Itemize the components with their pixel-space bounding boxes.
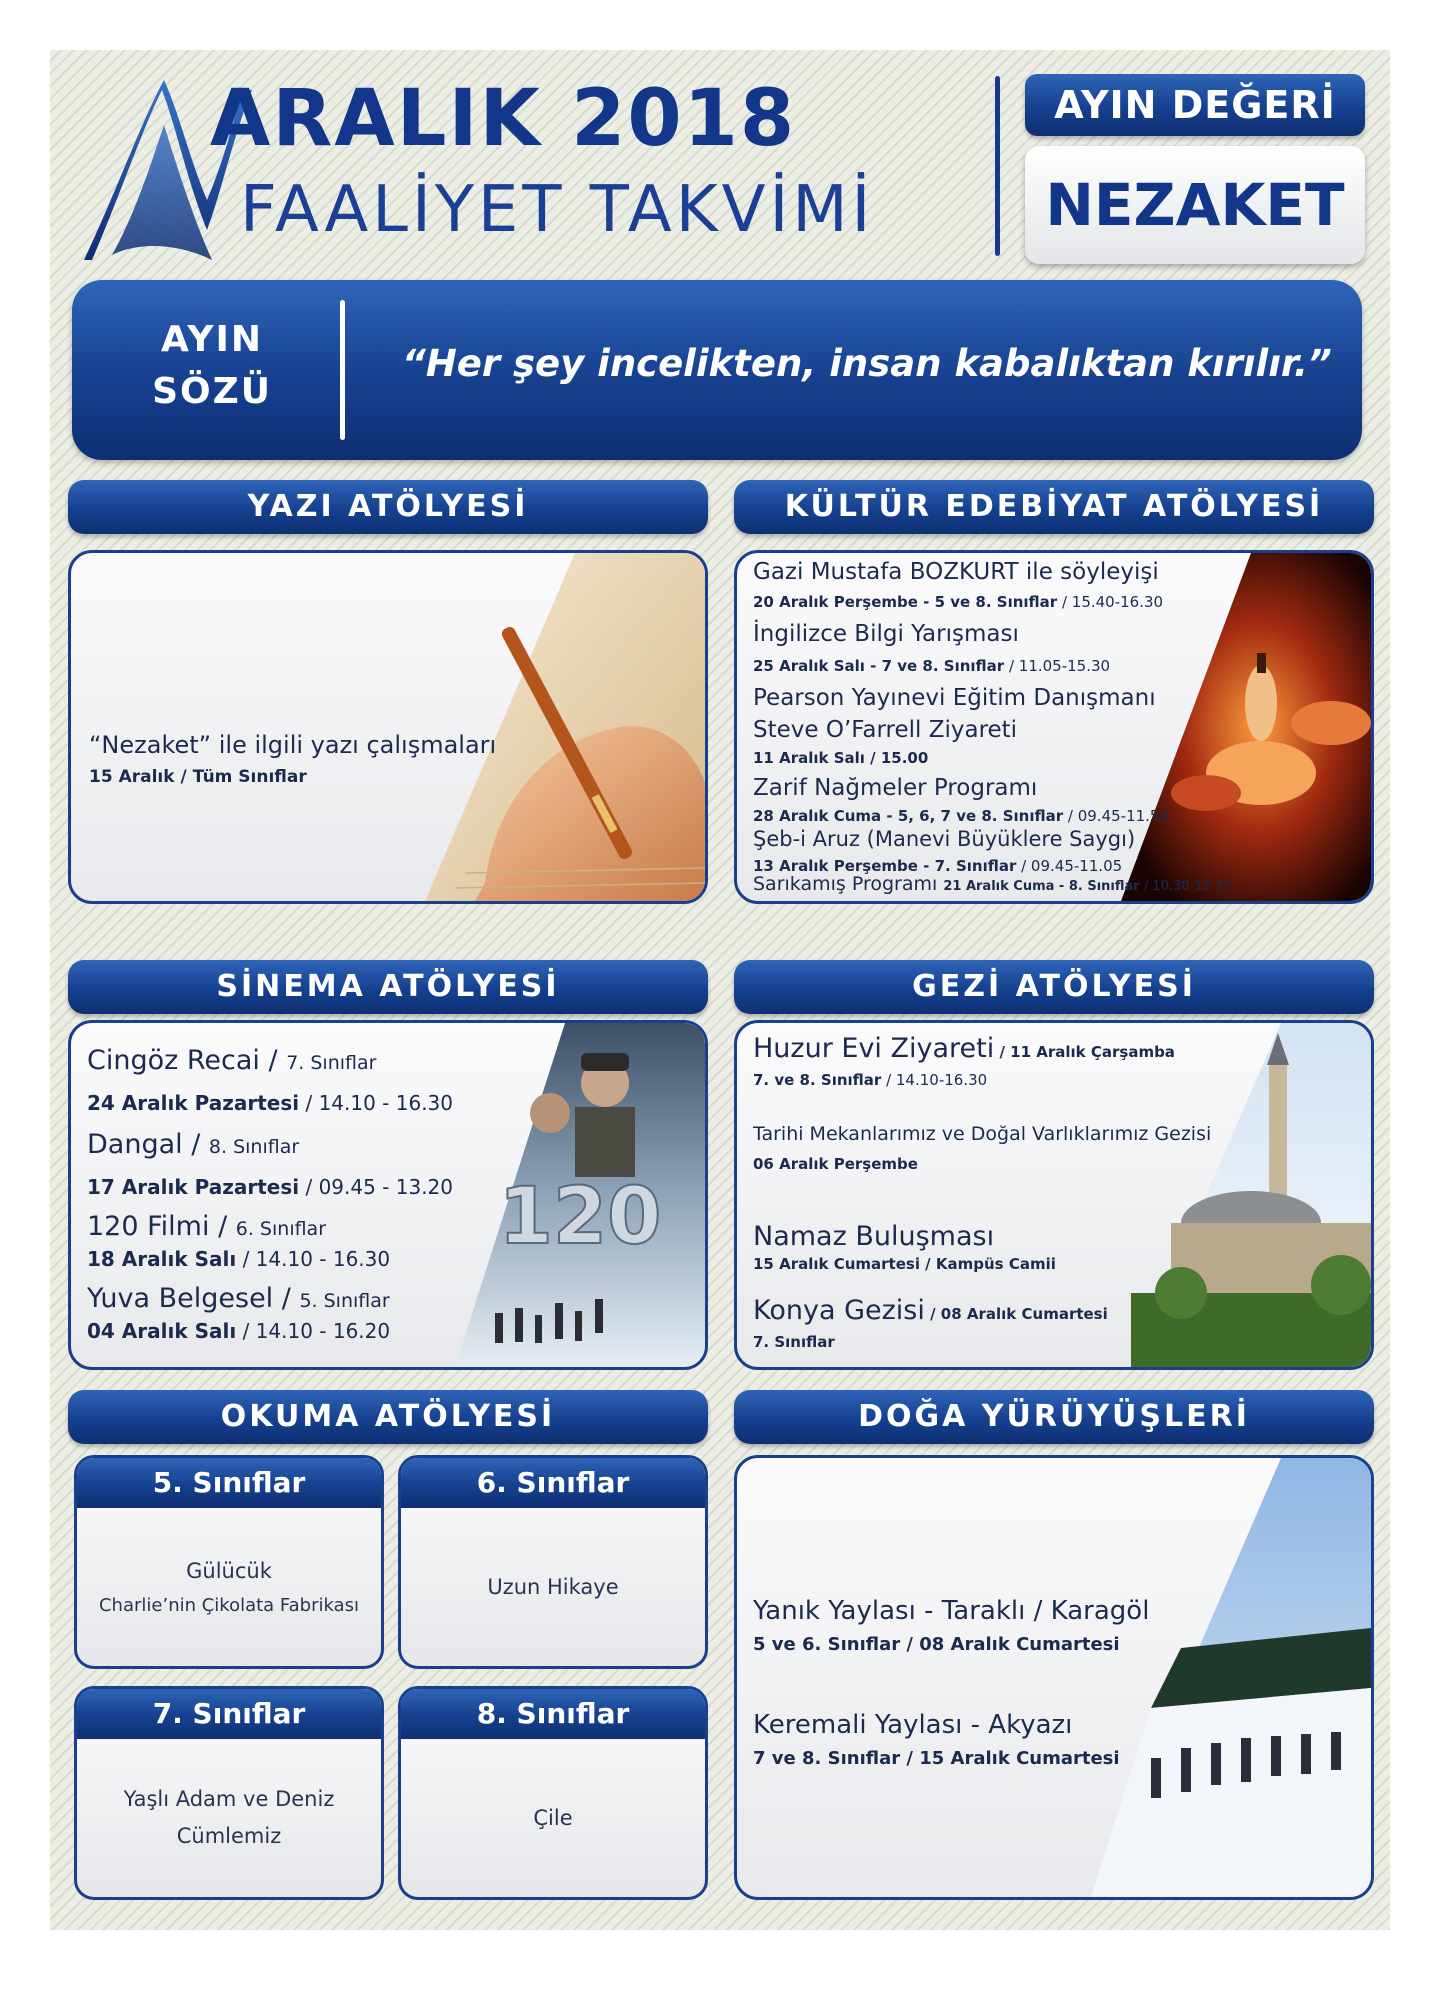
film-time: / 14.10 - 16.30: [236, 1247, 391, 1271]
kultur-item-time: / 15.40-16.30: [1057, 593, 1164, 611]
okuma-section-title: OKUMA ATÖLYESİ: [68, 1390, 708, 1444]
quote-label-line-2: SÖZÜ: [152, 371, 272, 413]
reading-book: Gülücük: [186, 1558, 272, 1583]
poster-title-text: 120: [498, 1172, 662, 1262]
kultur-item-detail: 20 Aralık Perşembe - 5 ve 8. Sınıflar: [753, 593, 1058, 611]
film-time: / 09.45 - 13.20: [299, 1175, 454, 1199]
kultur-item-name-2: Steve O’Farrell Ziyareti: [753, 717, 1018, 743]
quote-banner: [72, 280, 1362, 460]
nature-walk-image: [1091, 1458, 1371, 1897]
movie-poster-image: [455, 1023, 705, 1367]
yazi-section-title: YAZI ATÖLYESİ: [68, 480, 708, 534]
writing-hand-image: [425, 553, 705, 901]
reading-book: Charlie’nin Çikolata Fabrikası: [98, 1594, 360, 1616]
title-line-2: FAALİYET TAKVİMİ: [240, 173, 875, 247]
sinema-panel: 120 Cingöz Recai / 7. Sınıflar 24 Aralık Pazartesi / 14.10 - 16.30 Dangal / 8. Sınıflar 17 Aralık Pazartesi / 09.45 - 13.20 120 Filmi / 6. Sınıflar 18 Aralık Salı / 14.10 - 16.30 Yuva Belgesel / 5. Sınıflar 04 Aralık Salı / 14.10 - 16.20: [68, 1020, 708, 1370]
reading-card-grade: 6. Sınıflar: [401, 1458, 705, 1508]
film-date: 04 Aralık Salı: [87, 1319, 237, 1343]
film-grade: 7. Sınıflar: [286, 1052, 377, 1074]
reading-card-grade-6: [398, 1455, 708, 1669]
kultur-item-detail: 21 Aralık Cuma - 8. Sınıflar: [943, 879, 1140, 894]
quote-divider: [340, 300, 345, 440]
kultur-item-time: / 10.30-12.35: [1139, 879, 1232, 894]
film-date: 24 Aralık Pazartesi: [87, 1091, 300, 1115]
kultur-section-title: KÜLTÜR EDEBİYAT ATÖLYESİ: [734, 480, 1374, 534]
film-grade: 5. Sınıflar: [299, 1290, 390, 1312]
kultur-item-time: / 09.45-11.05: [1016, 857, 1123, 875]
kultur-item-time: / 11.05-15.30: [1004, 657, 1111, 675]
kultur-item-6-block: [750, 820, 1110, 854]
doga-item-detail: 5 ve 6. Sınıflar / 08 Aralık Cumartesi: [753, 1634, 1120, 1655]
gezi-item-inline: / 11 Aralık Çarşamba: [994, 1043, 1175, 1061]
quote-text: “Her şey incelikten, insan kabalıktan kırılır.”: [402, 342, 1332, 385]
film-date: 17 Aralık Pazartesi: [87, 1175, 300, 1199]
gezi-item-inline: / 08 Aralık Cumartesi: [924, 1305, 1108, 1323]
film-title: Dangal: [87, 1129, 183, 1160]
kultur-item-name: İngilizce Bilgi Yarışması: [753, 621, 1019, 647]
yazi-item: “Nezaket” ile ilgili yazı çalışmaları: [89, 731, 497, 759]
gezi-item-detail: 15 Aralık Cumartesi / Kampüs Camii: [753, 1255, 1056, 1273]
gezi-item-name: Huzur Evi Ziyareti: [753, 1033, 995, 1064]
kultur-item-name: Zarif Nağmeler Programı: [753, 775, 1038, 801]
gezi-panel: [734, 1020, 1374, 1370]
film-title: 120 Filmi: [87, 1211, 210, 1242]
kultur-item-name: Pearson Yayınevi Eğitim Danışmanı: [753, 685, 1156, 711]
month-value-label: AYIN DEĞERİ: [1025, 74, 1365, 136]
title-line-1: ARALIK 2018: [210, 74, 797, 164]
reading-card-grade: 7. Sınıflar: [77, 1689, 381, 1739]
kultur-item-name: Sarıkamış Programı 21 Aralık Cuma - 8. Sınıflar / 10.30-12.35: [753, 873, 1232, 895]
header-divider: [995, 76, 1000, 256]
gezi-item-name: Namaz Buluşması: [753, 1221, 995, 1252]
kultur-item-detail: 13 Aralık Perşembe - 7. Sınıflar: [753, 857, 1017, 875]
quote-label: [132, 314, 292, 418]
film-title: Yuva Belgesel: [87, 1283, 274, 1314]
kultur-item-detail: 28 Aralık Cuma - 5, 6, 7 ve 8. Sınıflar: [753, 807, 1064, 825]
month-value: NEZAKET: [1025, 146, 1365, 264]
film-time: / 14.10 - 16.20: [236, 1319, 391, 1343]
reading-book: Yaşlı Adam ve Deniz: [123, 1787, 335, 1812]
yazi-detail: 15 Aralık / Tüm Sınıflar: [89, 767, 307, 787]
kultur-item-time: / 09.45-11.50: [1063, 807, 1170, 825]
doga-item-name: Yanık Yaylası - Taraklı / Karagöl: [753, 1596, 1150, 1626]
doga-item-name: Keremali Yaylası - Akyazı: [753, 1710, 1073, 1740]
reading-card-grade-5: [74, 1455, 384, 1669]
doga-section-title: DOĞA YÜRÜYÜŞLERİ: [734, 1390, 1374, 1444]
kultur-item-detail: 25 Aralık Salı - 7 ve 8. Sınıflar: [753, 657, 1005, 675]
reading-book: Çile: [533, 1805, 573, 1830]
gezi-item-detail: 7. Sınıflar: [753, 1333, 835, 1351]
yazi-panel: [68, 550, 708, 904]
reading-card-grade: 8. Sınıflar: [401, 1689, 705, 1739]
sinema-section-title: SİNEMA ATÖLYESİ: [68, 960, 708, 1014]
gezi-section-title: GEZİ ATÖLYESİ: [734, 960, 1374, 1014]
doga-item-detail: 7 ve 8. Sınıflar / 15 Aralık Cumartesi: [753, 1748, 1120, 1769]
gezi-item-detail: 7. ve 8. Sınıflar: [753, 1071, 882, 1089]
reading-card-grade: 5. Sınıflar: [77, 1458, 381, 1508]
kultur-item-detail: 11 Aralık Salı / 15.00: [753, 749, 929, 767]
reading-book: Cümlemiz: [176, 1824, 282, 1848]
gezi-item-detail: 06 Aralık Perşembe: [753, 1155, 918, 1173]
kultur-item-name: Gazi Mustafa BOZKURT ile söyleyişi: [753, 559, 1159, 585]
mosque-image: [1131, 1023, 1371, 1367]
film-title: Cingöz Recai: [87, 1045, 260, 1076]
reading-card-grade-8: [398, 1686, 708, 1900]
reading-card-grade-7: [74, 1686, 384, 1900]
gezi-item-time: / 14.10-16.30: [881, 1071, 988, 1089]
gezi-item-name: Konya Gezisi: [753, 1295, 925, 1326]
film-grade: 8. Sınıflar: [208, 1136, 300, 1158]
quote-label-line-1: AYIN: [160, 319, 263, 360]
gezi-item-name: Tarihi Mekanlarımız ve Doğal Varlıklarımız Gezisi: [753, 1123, 1212, 1145]
poster: [50, 50, 1390, 1930]
kultur-item-name: Şeb-i Aruz (Manevi Büyüklere Saygı): [753, 827, 1136, 851]
film-grade: 6. Sınıflar: [235, 1218, 327, 1240]
film-time: / 14.10 - 16.30: [299, 1091, 454, 1115]
reading-book: Uzun Hikaye: [487, 1574, 619, 1599]
film-date: 18 Aralık Salı: [87, 1247, 237, 1271]
doga-panel: [734, 1455, 1374, 1900]
